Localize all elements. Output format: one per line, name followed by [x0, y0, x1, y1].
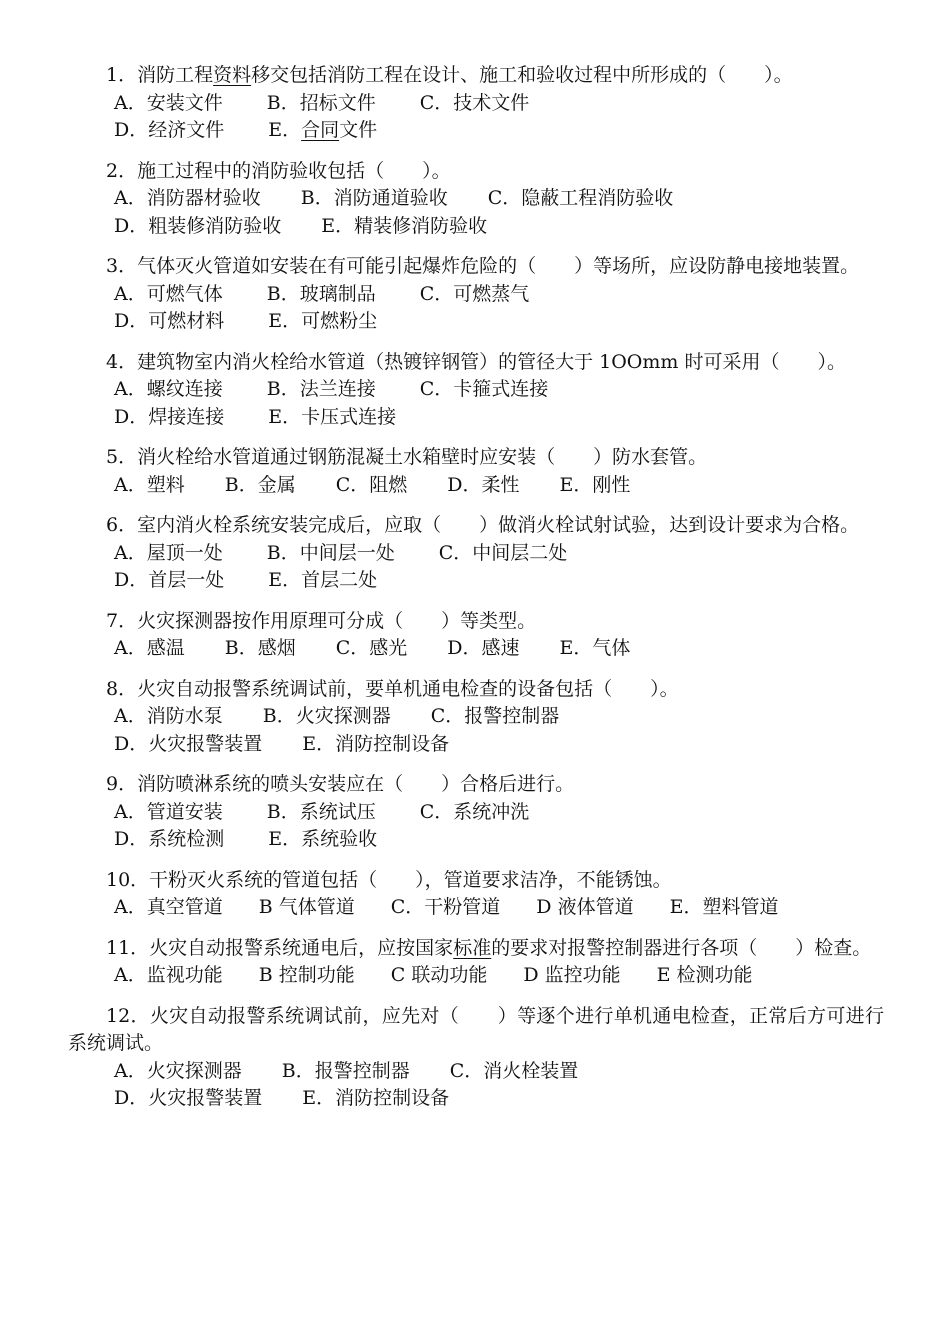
option-b: B 气体管道: [258, 896, 355, 918]
option-b: B．消防通道验收: [300, 187, 448, 209]
options-row: [68, 117, 884, 145]
question-stem: 2．施工过程中的消防验收包括（ ）。: [106, 159, 451, 182]
options-row: [68, 799, 884, 827]
question-stem: 4．建筑物室内消火栓给水管道（热镀锌钢管）的管径大于 1OOmm 时可采用（ ）。: [106, 350, 846, 373]
option-d: D．焊接连接: [114, 405, 225, 428]
question-3: [68, 253, 884, 336]
question-stem: 1．消防工程资料移交包括消防工程在设计、施工和验收过程中所形成的（ ）。: [106, 64, 793, 86]
option-d: D 监控功能: [523, 964, 621, 986]
option-a: A．感温: [114, 637, 185, 659]
options-row: [68, 472, 884, 500]
option-b: B．中间层一处: [266, 541, 395, 564]
option-e: E．精装修消防验收: [321, 214, 488, 237]
option-e: E．塑料管道: [669, 896, 779, 918]
option-a: A．可燃气体: [114, 282, 223, 305]
option-b: B．招标文件: [266, 91, 376, 114]
option-a: A．真空管道: [114, 896, 223, 918]
document-page: [68, 62, 884, 1126]
option-e: E．消防控制设备: [302, 732, 450, 755]
question-12: [68, 1003, 884, 1113]
option-d: D．火灾报警装置: [114, 1087, 263, 1109]
option-d: D．粗装修消防验收: [114, 214, 282, 237]
option-b: B．系统试压: [266, 800, 376, 823]
question-8: [68, 676, 884, 759]
option-d: D 液体管道: [536, 896, 634, 918]
option-a: A．安装文件: [114, 91, 223, 114]
option-d: D．感速: [447, 637, 520, 659]
question-2: [68, 158, 884, 241]
option-a: A．消防器材验收: [114, 187, 261, 209]
question-stem: 3．气体灭火管道如安装在有可能引起爆炸危险的（ ）等场所，应设防静电接地装置。: [106, 255, 860, 277]
question-9: [68, 771, 884, 854]
option-d: D．系统检测: [114, 828, 225, 850]
options-row: [68, 376, 884, 404]
options-row: [68, 731, 884, 759]
option-b: B．报警控制器: [281, 1059, 410, 1082]
options-row: [68, 826, 884, 854]
question-stem: 10．干粉灭火系统的管道包括（ ），管道要求洁净，不能锈蚀。: [106, 868, 672, 891]
option-e: E．气体: [559, 637, 631, 659]
option-c: C．隐蔽工程消防验收: [487, 187, 674, 209]
question-4: [68, 349, 884, 432]
underlined-word: 标准: [453, 936, 492, 959]
question-1: [68, 62, 884, 145]
options-row: [68, 308, 884, 336]
option-e: E．首层二处: [268, 569, 378, 591]
option-b: B．金属: [224, 473, 296, 496]
options-row: [68, 185, 884, 213]
question-10: [68, 867, 884, 922]
option-d: D．柔性: [447, 473, 520, 496]
option-c: C．报警控制器: [430, 705, 560, 727]
option-d: D．可燃材料: [114, 310, 225, 332]
option-b: B 控制功能: [258, 964, 355, 986]
options-row: [68, 703, 884, 731]
option-e: E．卡压式连接: [268, 405, 397, 428]
question-11: [68, 935, 884, 990]
question-stem: 6．室内消火栓系统安装完成后，应取（ ）做消火栓试射试验，达到设计要求为合格。: [106, 514, 860, 536]
option-c: C 联动功能: [390, 964, 488, 986]
option-c: C．技术文件: [419, 91, 530, 114]
options-row: [68, 567, 884, 595]
options-row: [68, 1058, 884, 1086]
option-c: C．可燃蒸气: [419, 282, 530, 305]
options-row: [68, 540, 884, 568]
question-stem: 9．消防喷淋系统的喷头安装应在（ ）合格后进行。: [106, 773, 575, 795]
question-stem: 5．消火栓给水管道通过钢筋混凝土水箱壁时应安装（ ）防水套管。: [106, 446, 708, 468]
option-e: E．可燃粉尘: [268, 310, 378, 332]
option-c: C．卡箍式连接: [419, 378, 549, 400]
options-row: [68, 962, 884, 990]
options-row: [68, 1085, 884, 1113]
question-stem: 7．火灾探测器按作用原理可分成（ ）等类型。: [106, 609, 537, 632]
question-stem: 8．火灾自动报警系统调试前，要单机通电检查的设备包括（ ）。: [106, 677, 679, 700]
option-c: C．阻燃: [335, 473, 408, 496]
option-d: D．火灾报警装置: [114, 732, 263, 755]
question-5: [68, 444, 884, 499]
option-e: E．系统验收: [268, 828, 378, 850]
options-row: [68, 635, 884, 663]
option-c: C．干粉管道: [390, 896, 501, 918]
option-a: A．消防水泵: [114, 705, 223, 727]
question-6: [68, 512, 884, 595]
question-7: [68, 608, 884, 663]
option-e: E．刚性: [559, 473, 631, 496]
question-stem: 11．火灾自动报警系统通电后，应按国家标准的要求对报警控制器进行各项（ ）检查。: [106, 936, 872, 959]
option-d: D．首层一处: [114, 569, 225, 591]
option-a: A．塑料: [114, 473, 185, 496]
option-d: D．经济文件: [114, 119, 225, 141]
option-b: B．感烟: [224, 637, 296, 659]
option-a: A．屋顶一处: [114, 541, 223, 564]
options-row: [68, 213, 884, 241]
option-c: C．感光: [335, 637, 408, 659]
question-stem: 12．火灾自动报警系统调试前，应先对（ ）等逐个进行单机通电检查，正常后方可进行系统调试。: [68, 1004, 884, 1054]
option-b: B．火灾探测器: [262, 705, 391, 727]
option-c: C．中间层二处: [438, 541, 568, 564]
options-row: [68, 281, 884, 309]
underlined-word: 合同: [301, 119, 340, 141]
option-a: A．螺纹连接: [114, 378, 223, 400]
option-c: C．消火栓装置: [449, 1059, 579, 1082]
option-e: E．消防控制设备: [302, 1087, 450, 1109]
option-b: B．法兰连接: [266, 378, 376, 400]
option-e: E．合同文件: [268, 119, 378, 141]
option-c: C．系统冲洗: [419, 800, 530, 823]
option-a: A．火灾探测器: [114, 1059, 242, 1082]
option-e: E 检测功能: [656, 964, 753, 986]
option-a: A．监视功能: [114, 964, 223, 986]
options-row: [68, 90, 884, 118]
option-b: B．玻璃制品: [266, 282, 376, 305]
option-a: A．管道安装: [114, 800, 223, 823]
options-row: [68, 894, 884, 922]
options-row: [68, 404, 884, 432]
underlined-word: 资料: [213, 64, 252, 86]
